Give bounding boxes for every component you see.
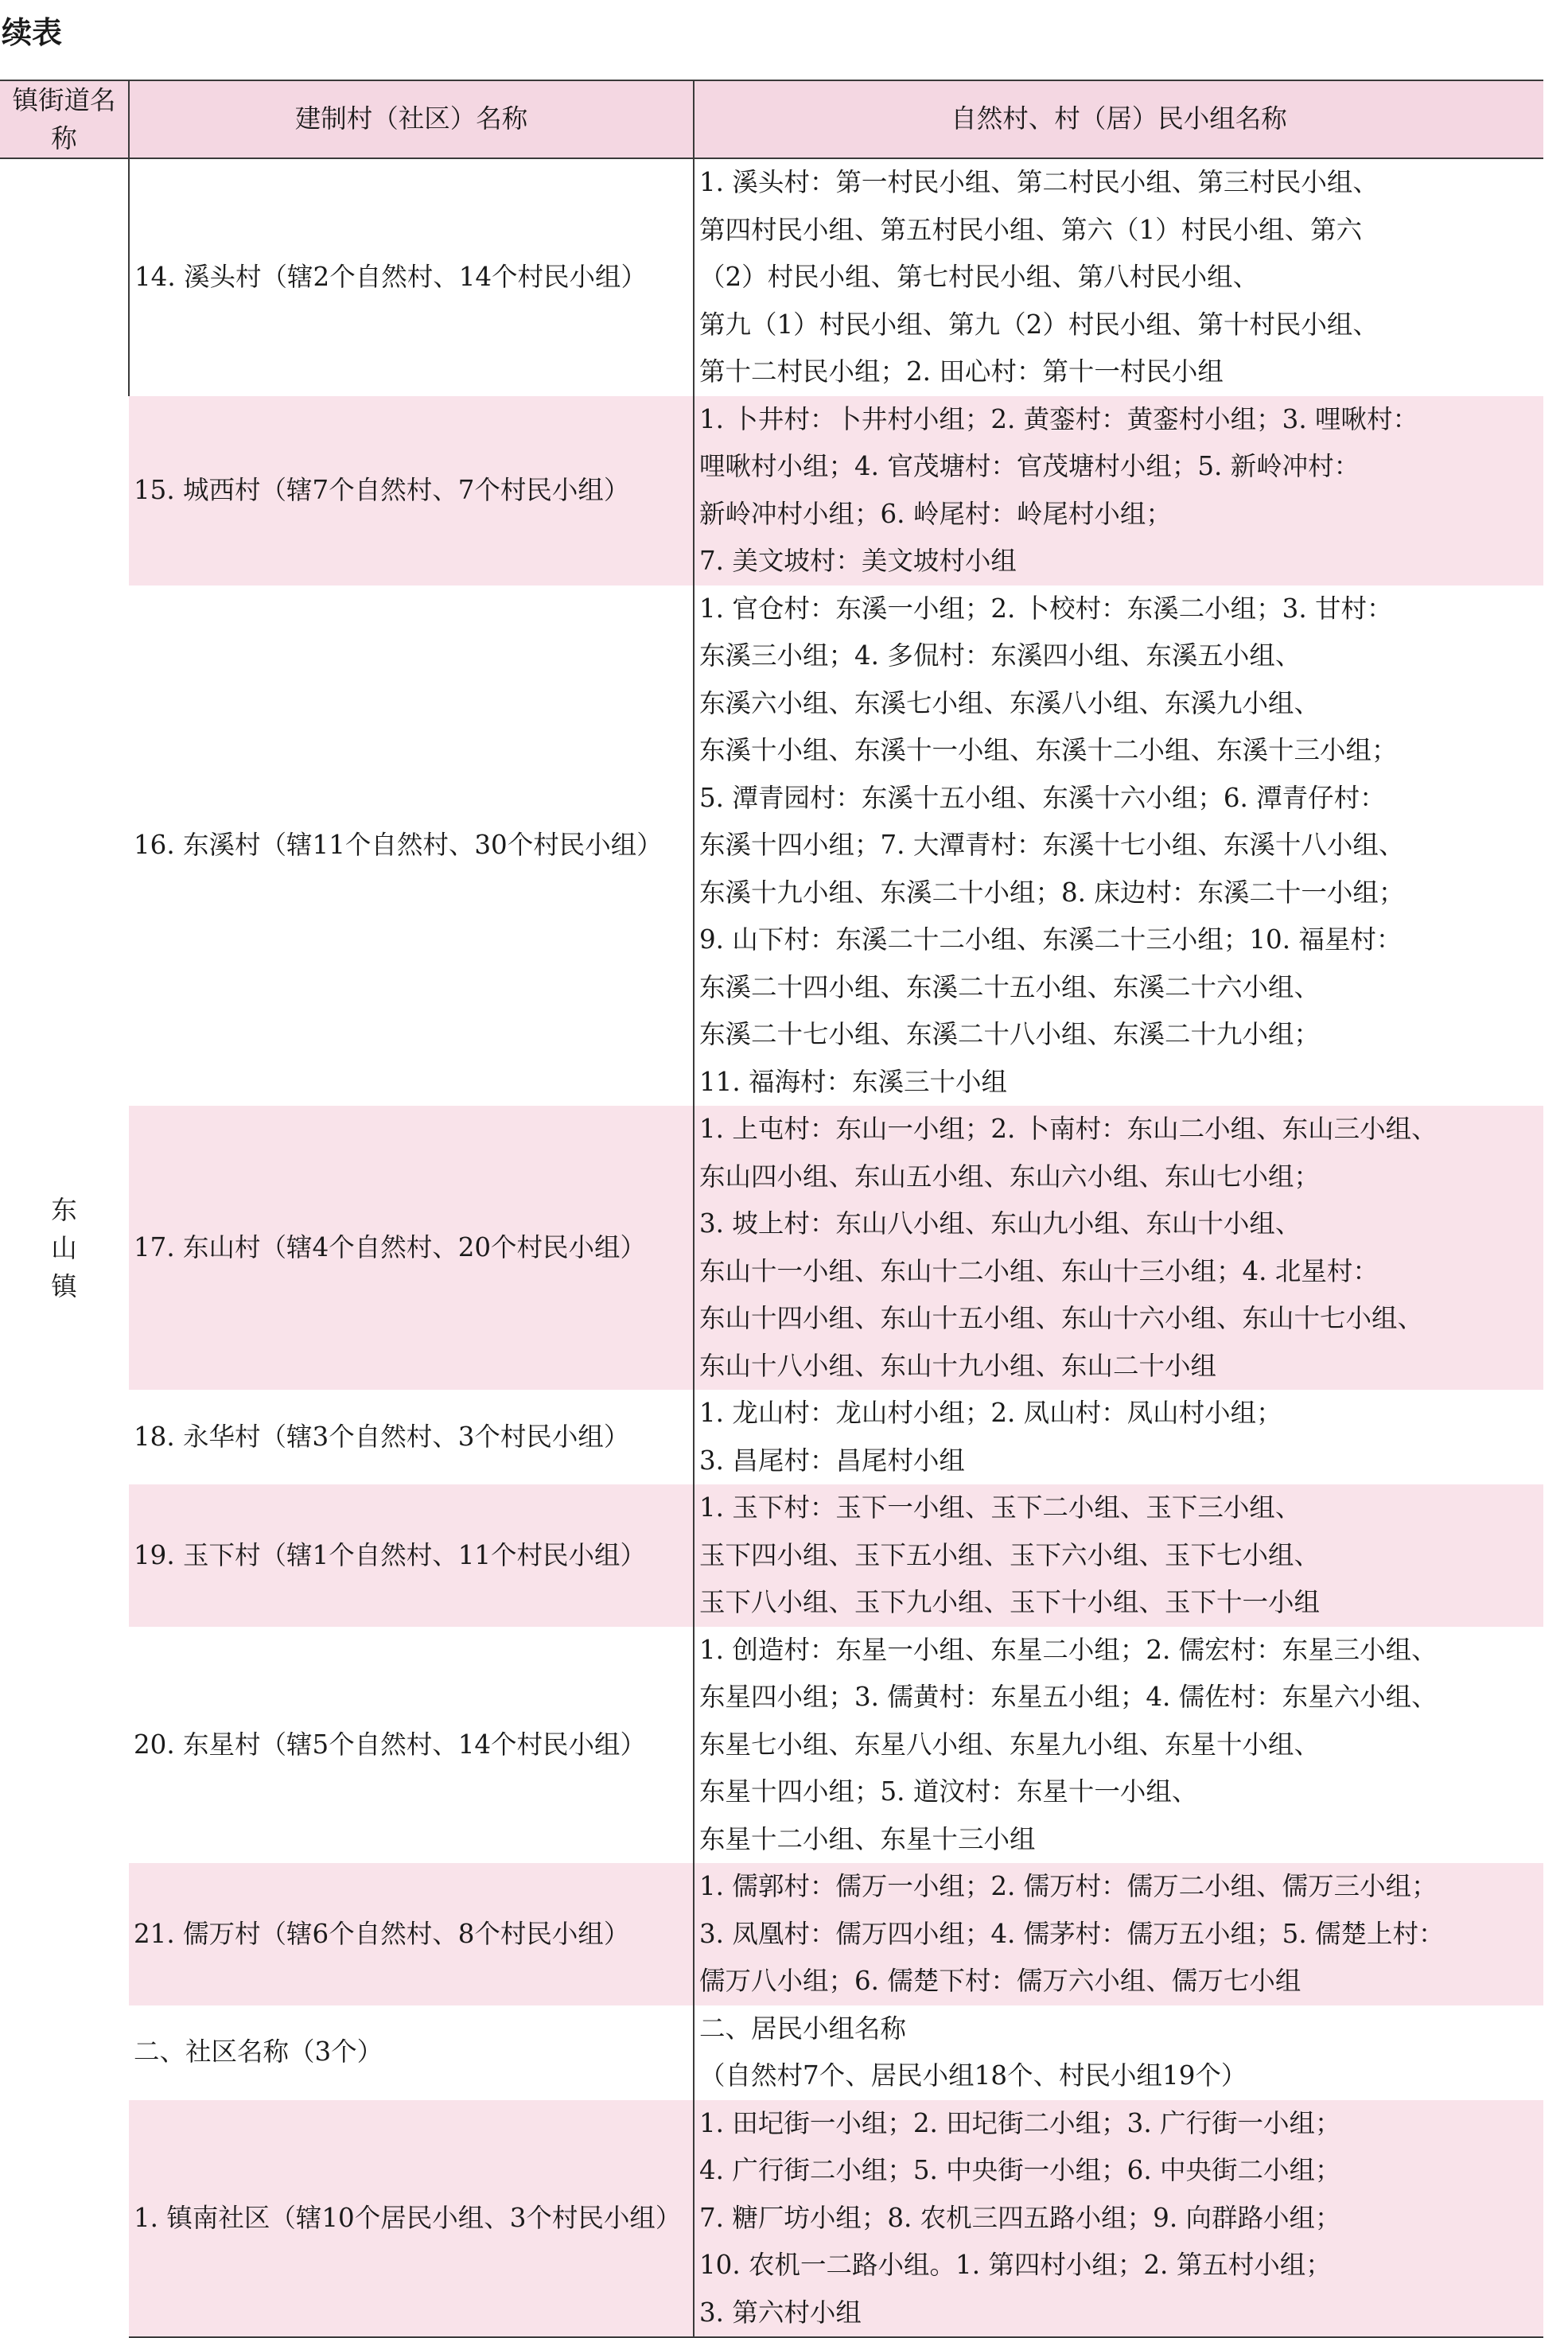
groups-line: 第十二村民小组；2. 田心村：第十一村民小组 [699,356,1224,387]
groups-line: 东星四小组；3. 儒黄村：东星五小组；4. 儒佐村：东星六小组、 [699,1682,1438,1712]
groups-cell [694,1484,1543,1627]
groups-line: 哩啾村小组；4. 官茂塘村：官茂塘村小组；5. 新岭冲村： [699,451,1360,481]
village-table [0,80,1543,2338]
groups-line: 1. 官仓村：东溪一小组；2. 卜校村：东溪二小组；3. 甘村： [699,593,1393,624]
header-village: 建制村（社区）名称 [129,80,694,158]
header-groups: 自然村、村（居）民小组名称 [694,80,1543,158]
village-cell: 20. 东星村（辖5个自然村、14个村民小组） [134,1729,647,1760]
groups-line: 1. 上屯村：东山一小组；2. 卜南村：东山二小组、东山三小组、 [699,1114,1438,1144]
groups-line: 3. 凤凰村：儒万四小组；4. 儒茅村：儒万五小组；5. 儒楚上村： [699,1918,1445,1949]
groups-line: 东溪十小组、东溪十一小组、东溪十二小组、东溪十三小组； [699,735,1398,765]
groups-line: 东山十八小组、东山十九小组、东山二十小组 [699,1350,1217,1381]
groups-line: 7. 糖厂坊小组；8. 农机三四五路小组；9. 向群路小组； [699,2202,1341,2233]
groups-line: 玉下八小组、玉下九小组、玉下十小组、玉下十一小组 [699,1587,1321,1617]
groups-line: 1. 溪头村：第一村民小组、第二村民小组、第三村民小组、 [699,167,1379,197]
groups-line: 1. 龙山村：龙山村小组；2. 凤山村：凤山村小组； [699,1398,1282,1428]
groups-line: （自然村7个、居民小组18个、村民小组19个） [699,2060,1247,2091]
village-cell: 16. 东溪村（辖11个自然村、30个村民小组） [134,830,663,860]
groups-line: 儒万八小组；6. 儒楚下村：儒万六小组、儒万七小组 [699,1966,1301,1996]
groups-line: 3. 坡上村：东山八小组、东山九小组、东山十小组、 [699,1208,1301,1239]
groups-line: 玉下四小组、玉下五小组、玉下六小组、玉下七小组、 [699,1539,1321,1570]
village-cell: 21. 儒万村（辖6个自然村、8个村民小组） [129,1863,694,2005]
groups-line: 9. 山下村：东溪二十二小组、东溪二十三小组；10. 福星村： [699,924,1403,955]
groups-line: 东溪二十四小组、东溪二十五小组、东溪二十六小组、 [699,971,1321,1002]
groups-line: 东星十四小组；5. 道汶村：东星十一小组、 [699,1776,1198,1807]
page-title: 续表 [2,15,63,50]
village-cell: 19. 玉下村（辖1个自然村、11个村民小组） [129,1484,694,1627]
groups-cell [694,1106,1543,1390]
town-name: 东山镇 [51,1195,77,1301]
groups-cell [694,2005,1543,2100]
groups-line: 1. 玉下村：玉下一小组、玉下二小组、玉下三小组、 [699,1492,1301,1523]
village-cell: 17. 东山村（辖4个自然村、20个村民小组） [129,1106,694,1390]
village-cell: 14. 溪头村（辖2个自然村、14个村民小组） [129,158,694,396]
village-cell: 18. 永华村（辖3个自然村、3个村民小组） [134,1421,630,1452]
groups-line: 东山四小组、东山五小组、东山六小组、东山七小组； [699,1161,1321,1192]
groups-line: 1. 儒郭村：儒万一小组；2. 儒万村：儒万二小组、儒万三小组； [699,1871,1438,1901]
groups-line: 东溪十九小组、东溪二十小组；8. 床边村：东溪二十一小组； [699,877,1405,908]
groups-line: 5. 潭青园村：东溪十五小组、东溪十六小组；6. 潭青仔村： [699,782,1386,813]
groups-cell [694,585,1543,1107]
groups-line: 东山十一小组、东山十二小组、东山十三小组；4. 北星村： [699,1255,1379,1286]
groups-line: 3. 第六村小组 [699,2297,862,2328]
groups-line: 7. 美文坡村：美文坡村小组 [699,546,1017,576]
groups-line: 1. 田圮街一小组；2. 田圮街二小组；3. 广行街一小组； [699,2107,1341,2138]
groups-line: 东溪六小组、东溪七小组、东溪八小组、东溪九小组、 [699,687,1321,718]
groups-line: （2）村民小组、第七村民小组、第八村民小组、 [699,262,1259,292]
village-cell: 二、社区名称（3个） [134,2037,383,2068]
groups-cell [694,1863,1543,2005]
town-cell [0,158,129,2337]
groups-line: 1. 创造村：东星一小组、东星二小组；2. 儒宏村：东星三小组、 [699,1634,1438,1665]
groups-line: 4. 广行街二小组；5. 中央街一小组；6. 中央街二小组； [699,2155,1341,2185]
table-header-row [0,80,1543,158]
groups-cell [694,396,1543,585]
groups-cell [694,2100,1543,2338]
groups-line: 二、居民小组名称 [699,2013,907,2044]
groups-line: 第九（1）村民小组、第九（2）村民小组、第十村民小组、 [699,309,1379,340]
header-town: 镇街道名称 [0,80,129,158]
groups-line: 1. 卜井村：卜井村小组；2. 黄銮村：黄銮村小组；3. 哩啾村： [699,403,1419,434]
groups-line: 东溪十四小组；7. 大潭青村：东溪十七小组、东溪十八小组、 [699,830,1405,860]
groups-cell [694,1627,1543,1864]
groups-line: 东溪二十七小组、东溪二十八小组、东溪二十九小组； [699,1019,1321,1049]
groups-line: 第四村民小组、第五村民小组、第六（1）村民小组、第六 [699,214,1363,245]
groups-line: 东星七小组、东星八小组、东星九小组、东星十小组、 [699,1729,1321,1760]
groups-line: 东山十四小组、东山十五小组、东山十六小组、东山十七小组、 [699,1303,1424,1333]
village-cell: 1. 镇南社区（辖10个居民小组、3个村民小组） [129,2100,694,2338]
groups-line: 东溪三小组；4. 多侃村：东溪四小组、东溪五小组、 [699,640,1301,671]
groups-cell [694,1390,1543,1484]
groups-cell [694,158,1543,396]
groups-line: 10. 农机一二路小组。1. 第四村小组；2. 第五村小组； [699,2250,1332,2280]
groups-line: 3. 昌尾村：昌尾村小组 [699,1445,965,1476]
groups-line: 新岭冲村小组；6. 岭尾村：岭尾村小组； [699,498,1172,529]
groups-line: 东星十二小组、东星十三小组 [699,1823,1036,1854]
village-cell: 15. 城西村（辖7个自然村、7个村民小组） [129,396,694,585]
groups-line: 11. 福海村：东溪三十小组 [699,1066,1008,1097]
